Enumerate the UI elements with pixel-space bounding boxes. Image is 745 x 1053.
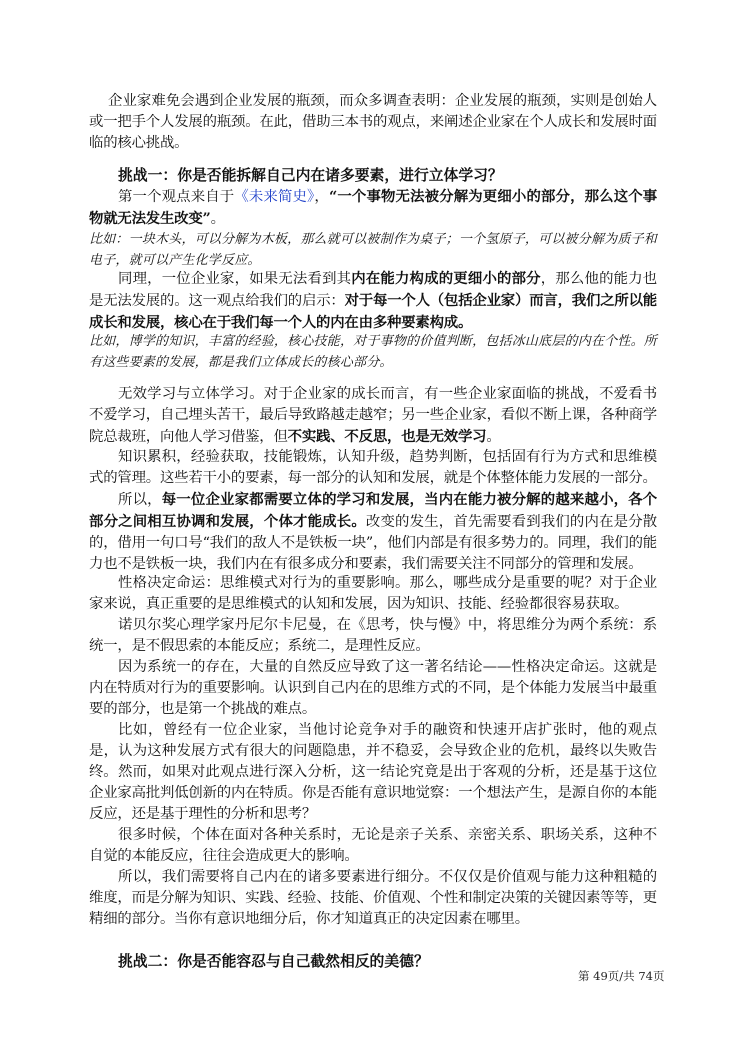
paragraph-system-one: 因为系统一的存在，大量的自然反应导致了这一著名结论——性格决定命运。这就是内在特质对行为的重要影响。认识到自己内在的思维方式的不同，是个体能力发展当中最重要的部分，也是第一个挑战的难点。 — [89, 659, 657, 717]
paragraph-personality-destiny: 性格决定命运：思维模式对行为的重要影响。那么，哪些成分是重要的呢？对于企业家来说，真正重要的是思维模式的认知和发展，因为知识、技能、经验都很容易获取。 — [89, 575, 657, 612]
paragraph-conclusion: 所以，我们需要将自己内在的诸多要素进行细分。不仅仅是价值观与能力这种粗糙的维度，而是分解为知识、实践、经验、技能、价值观、个性和制定决策的关键因素等等，更精细的部分。当你有意识地细分后，你才知道真正的决定因素在哪里。 — [89, 869, 657, 927]
bold-text: 对于每一个人（包括企业家）而言，我们之所以能成长和发展，核心在于我们每一个人的内在由多种要素构成。 — [89, 292, 657, 331]
text: 第一个观点来自于 — [118, 189, 235, 205]
paragraph-ineffective-learning — [89, 384, 657, 448]
paragraph-relationships: 很多时候，个体在面对各种关系时，无论是亲子关系、亲密关系、职场关系，这种不自觉的本能反应，往往会造成更大的影响。 — [89, 827, 657, 864]
challenge-two-heading: 挑战二：你是否能容忍与自己截然相反的美德？ — [118, 953, 429, 970]
text: 无效学习与立体学习。对于企业家的成长而言，有一些企业家面临的挑战，不爱看书不爱学习，自己埋头苦干，最后导致路越走越窄；另一些企业家，看似不断上课，各种商学院总裁班，向他人学习借鉴，但 — [89, 386, 657, 445]
page-number: 第 49页/共 74页 — [578, 969, 665, 983]
text: 改变的发生，首先需要看到我们的内在是分散的，借用一句口号“我们的敌人不是铁板一块”，他们内部是有很多势力的。同理，我们的能力也不是铁板一块，我们内在有很多成分和要素，我们需要关注不同部分的管理和发展。 — [89, 514, 657, 572]
example-quote-wood: 比如：一块木头，可以分解为木板，那么就可以被制作为桌子；一个氢原子，可以被分解为质子和电子，就可以产生化学反应。 — [89, 232, 657, 268]
intro-paragraph: 企业家难免会遇到企业发展的瓶颈，而众多调查表明：企业发展的瓶颈，实则是创始人或一把手个人发展的瓶颈。在此，借助三本书的观点，来阐述企业家在个人成长和发展时面临的核心挑战。 — [89, 93, 657, 151]
paragraph-so-every-entrepreneur — [89, 489, 657, 575]
challenge-one-heading: 挑战一：你是否能拆解自己内在诸多要素，进行立体学习？ — [118, 167, 503, 184]
paragraph-example-entrepreneur: 比如，曾经有一位企业家，当他讨论竞争对手的融资和快速开店扩张时，他的观点是，认为这种发展方式有很大的问题隐患，并不稳妥，会导致企业的危机，最终以失败告终。 — [89, 722, 657, 780]
text: ，那么他的能力也是无法发展的。这一观点给我们的启示： — [89, 271, 657, 309]
text: 。 — [486, 429, 501, 445]
bold-text: 每一位企业家都需要立体的学习和发展，当内在能力被分解的越来越小，各个部分之间相互协调和发展，个体才能成长。 — [89, 491, 657, 530]
text: ， — [314, 189, 329, 205]
text: 同理，一位企业家，如果无法看到其 — [118, 271, 352, 287]
book-title-link[interactable]: 《未来简史》 — [234, 189, 315, 205]
paragraph-similarly — [89, 268, 657, 334]
text: 。 — [210, 211, 225, 227]
paragraph-knowledge-accumulation: 知识累积，经验获取，技能锻炼，认知升级，趋势判断，包括固有行为方式和思维模式的管理。这些若干小的要素，每一部分的认知和发展，就是个体整体能力发展的一部分。 — [89, 449, 657, 486]
paragraph-kahneman: 诺贝尔奖心理学家丹尼尔卡尼曼，在《思考，快与慢》中，将思维分为两个系统：系统一，是不假思索的本能反应；系统二，是理性反应。 — [89, 617, 657, 654]
paragraph-however-analysis: 然而，如果对此观点进行深入分析，这一结论究竟是出于客观的分析，还是基于这位企业家高批判低创新的内在特质。你是否能有意识地觉察：一个想法产生，是源自你的本能反应，还是基于理性的分析和思考？ — [89, 764, 657, 822]
text: 所以， — [118, 492, 162, 508]
bold-text: 不实践、不反思，也是无效学习 — [287, 428, 487, 445]
bold-quote: “一个事物无法被分解为更细小的部分，那么这个事物就无法发生改变” — [89, 188, 657, 227]
bold-text: 内在能力构成的更细小的部分 — [351, 270, 541, 287]
paragraph-future-brief — [89, 186, 657, 230]
example-quote-knowledge: 比如，博学的知识，丰富的经验，核心技能，对于事物的价值判断，包括冰山底层的内在个性。所有这些要素的发展，都是我们立体成长的核心部分。 — [89, 334, 657, 370]
